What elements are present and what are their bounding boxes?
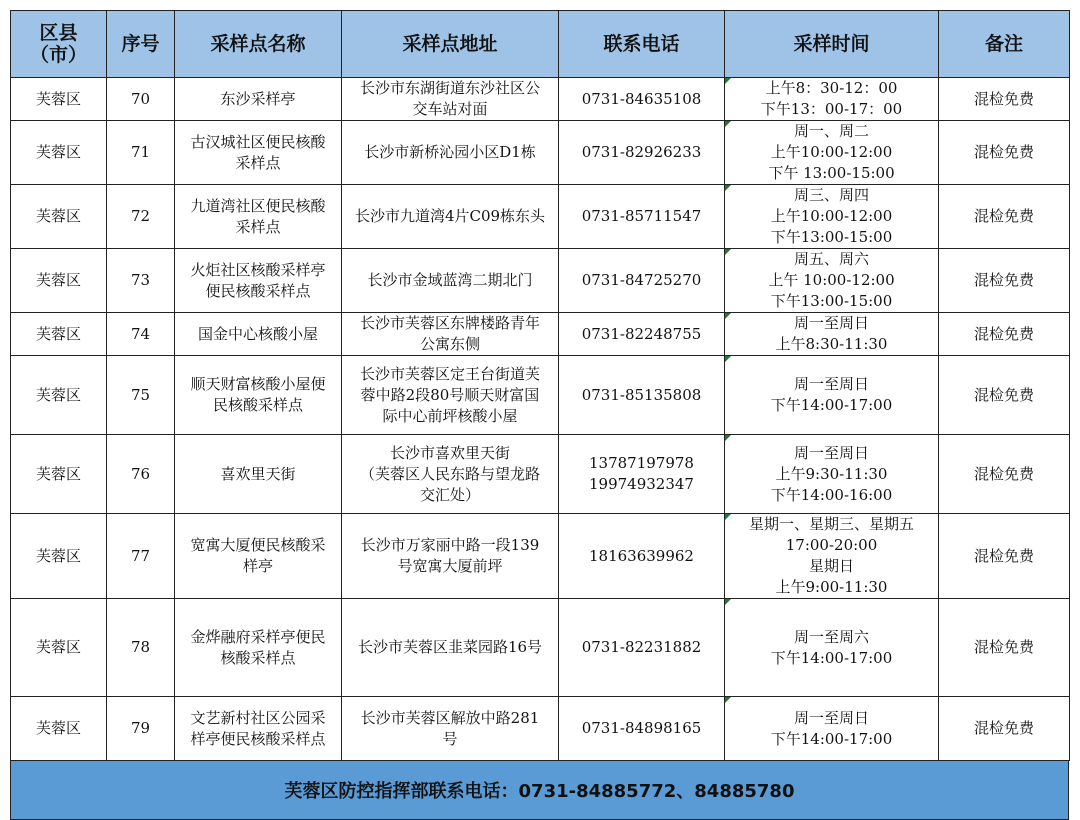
cell-phone: 0731-82231882	[559, 599, 725, 697]
cell-site-address: 长沙市东湖街道东沙社区公 交车站对面	[342, 78, 559, 121]
cell-sampling-time: 周一至周日 下午14:00-17:00	[725, 356, 939, 435]
cell-site-name: 火炬社区核酸采样亭 便民核酸采样点	[175, 249, 342, 313]
cell-phone: 0731-84635108	[559, 78, 725, 121]
cell-district: 芙蓉区	[11, 697, 107, 761]
cell-sampling-time: 周一至周日 下午14:00-17:00	[725, 697, 939, 761]
cell-site-address: 长沙市芙蓉区东牌楼路青年 公寓东侧	[342, 313, 559, 356]
cell-site-name: 金烨融府采样亭便民 核酸采样点	[175, 599, 342, 697]
cell-site-address: 长沙市芙蓉区韭菜园路16号	[342, 599, 559, 697]
cell-note: 混检免费	[939, 697, 1070, 761]
cell-note: 混检免费	[939, 514, 1070, 599]
table-row	[11, 599, 1070, 697]
cell-sampling-time: 周三、周四 上午10:00-12:00 下午13:00-15:00	[725, 185, 939, 249]
cell-sampling-time: 周一至周日 上午8:30-11:30	[725, 313, 939, 356]
cell-district: 芙蓉区	[11, 356, 107, 435]
table-row	[11, 249, 1070, 313]
cell-sampling-time: 上午8：30-12：00 下午13：00-17：00	[725, 78, 939, 121]
cell-site-name: 古汉城社区便民核酸 采样点	[175, 121, 342, 185]
header-district: 区县 （市）	[11, 11, 107, 78]
cell-number: 70	[107, 78, 175, 121]
cell-district: 芙蓉区	[11, 599, 107, 697]
cell-sampling-time: 周一至周日 上午9:30-11:30 下午14:00-16:00	[725, 435, 939, 514]
cell-number: 74	[107, 313, 175, 356]
cell-number: 75	[107, 356, 175, 435]
cell-phone: 0731-84725270	[559, 249, 725, 313]
cell-sampling-time: 周五、周六 上午 10:00-12:00 下午13:00-15:00	[725, 249, 939, 313]
cell-site-address: 长沙市万家丽中路一段139 号宽寓大厦前坪	[342, 514, 559, 599]
cell-number: 79	[107, 697, 175, 761]
cell-site-address: 长沙市芙蓉区解放中路281 号	[342, 697, 559, 761]
table-body	[11, 78, 1070, 761]
header-note: 备注	[939, 11, 1070, 78]
table-row	[11, 78, 1070, 121]
table-row	[11, 185, 1070, 249]
cell-note: 混检免费	[939, 78, 1070, 121]
cell-district: 芙蓉区	[11, 514, 107, 599]
cell-district: 芙蓉区	[11, 78, 107, 121]
cell-site-name: 喜欢里天街	[175, 435, 342, 514]
cell-site-address: 长沙市芙蓉区定王台街道芙 蓉中路2段80号顺天财富国 际中心前坪核酸小屋	[342, 356, 559, 435]
cell-site-name: 国金中心核酸小屋	[175, 313, 342, 356]
cell-sampling-time: 星期一、星期三、星期五 17:00-20:00 星期日 上午9:00-11:30	[725, 514, 939, 599]
cell-number: 77	[107, 514, 175, 599]
cell-site-name: 顺天财富核酸小屋便 民核酸采样点	[175, 356, 342, 435]
cell-note: 混检免费	[939, 185, 1070, 249]
cell-phone: 0731-85711547	[559, 185, 725, 249]
cell-number: 73	[107, 249, 175, 313]
header-site-address: 采样点地址	[342, 11, 559, 78]
cell-site-address: 长沙市九道湾4片C09栋东头	[342, 185, 559, 249]
cell-phone: 0731-85135808	[559, 356, 725, 435]
cell-note: 混检免费	[939, 599, 1070, 697]
cell-number: 72	[107, 185, 175, 249]
cell-number: 76	[107, 435, 175, 514]
cell-district: 芙蓉区	[11, 313, 107, 356]
table-header-row	[11, 11, 1070, 78]
cell-sampling-time: 周一、周二 上午10:00-12:00 下午 13:00-15:00	[725, 121, 939, 185]
cell-site-address: 长沙市金域蓝湾二期北门	[342, 249, 559, 313]
cell-note: 混检免费	[939, 121, 1070, 185]
sampling-points-table-container	[10, 10, 1069, 820]
cell-site-address: 长沙市喜欢里天街 （芙蓉区人民东路与望龙路 交汇处）	[342, 435, 559, 514]
table-row	[11, 356, 1070, 435]
cell-note: 混检免费	[939, 435, 1070, 514]
cell-district: 芙蓉区	[11, 435, 107, 514]
cell-phone: 0731-82248755	[559, 313, 725, 356]
table-row	[11, 313, 1070, 356]
cell-district: 芙蓉区	[11, 185, 107, 249]
footer-contact-bar: 芙蓉区防控指挥部联系电话：0731-84885772、84885780	[10, 761, 1069, 820]
cell-note: 混检免费	[939, 313, 1070, 356]
cell-district: 芙蓉区	[11, 249, 107, 313]
table-row	[11, 514, 1070, 599]
cell-phone: 13787197978 19974932347	[559, 435, 725, 514]
header-phone: 联系电话	[559, 11, 725, 78]
cell-phone: 0731-84898165	[559, 697, 725, 761]
cell-note: 混检免费	[939, 249, 1070, 313]
cell-site-name: 东沙采样亭	[175, 78, 342, 121]
sampling-points-table	[10, 10, 1070, 761]
cell-site-name: 宽寓大厦便民核酸采 样亭	[175, 514, 342, 599]
header-number: 序号	[107, 11, 175, 78]
cell-site-name: 文艺新村社区公园采 样亭便民核酸采样点	[175, 697, 342, 761]
table-row	[11, 121, 1070, 185]
cell-number: 78	[107, 599, 175, 697]
table-row	[11, 435, 1070, 514]
header-sampling-time: 采样时间	[725, 11, 939, 78]
cell-phone: 18163639962	[559, 514, 725, 599]
cell-note: 混检免费	[939, 356, 1070, 435]
cell-phone: 0731-82926233	[559, 121, 725, 185]
cell-site-name: 九道湾社区便民核酸 采样点	[175, 185, 342, 249]
cell-district: 芙蓉区	[11, 121, 107, 185]
cell-sampling-time: 周一至周六 下午14:00-17:00	[725, 599, 939, 697]
cell-site-address: 长沙市新桥沁园小区D1栋	[342, 121, 559, 185]
table-row	[11, 697, 1070, 761]
header-site-name: 采样点名称	[175, 11, 342, 78]
cell-number: 71	[107, 121, 175, 185]
